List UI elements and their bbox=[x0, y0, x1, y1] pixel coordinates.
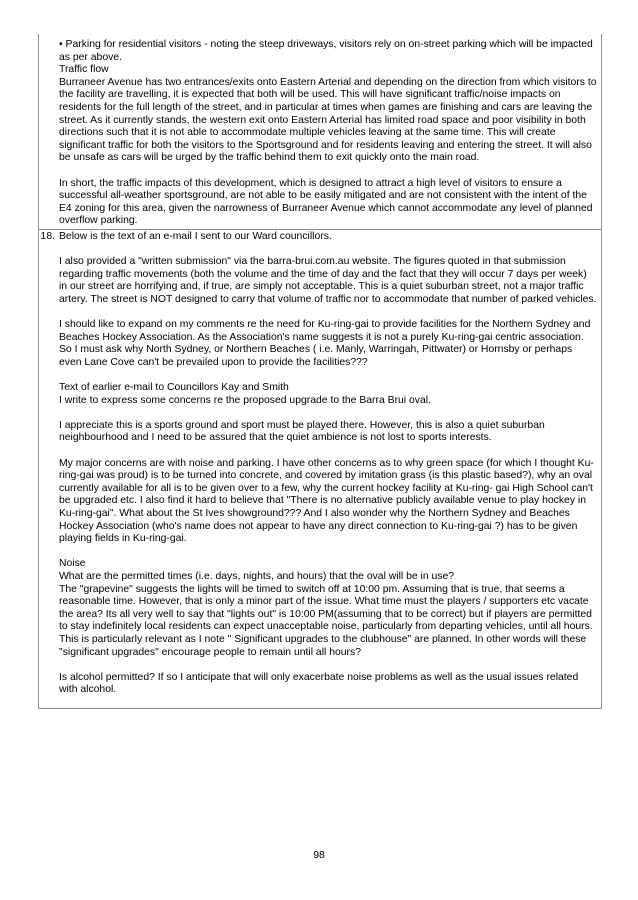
bullet-parking-visitors: • Parking for residential visitors - noting the steep driveways, visitors rely on on-street parking which will be impacted as per above. bbox=[59, 39, 593, 63]
submission-row-18 bbox=[39, 229, 601, 708]
submission-text-cell bbox=[59, 39, 601, 228]
row-number-cell bbox=[39, 39, 59, 228]
submission-text-cell bbox=[59, 231, 601, 697]
page-number: 98 bbox=[313, 850, 325, 861]
heading-traffic-flow: Traffic flow bbox=[59, 64, 109, 76]
heading-noise: Noise bbox=[59, 558, 86, 570]
paragraph-major-concerns: My major concerns are with noise and parking. I have other concerns as to why green space (for which I thought Ku-ring-gai was proud) is to be turned into concrete, and covered by imitation grass (is this plastic based?), why an oval currently available for all is to be given over to a few, why the current hockey facility at Ku-ring- gai High School can't be upgraded etc. I also find it hard to believe that "There is no alternative publicly available venue to play hockey in Ku-ring-gai". What about the St Ives showground??? And I also wonder why the Northern Sydney and Beaches Hockey Association (who's name does not appear to have any direct connection to Ku-ring-gai ?) has to be given playing fields in Ku-ring-gai. bbox=[59, 457, 594, 545]
paragraph-permitted-times: What are the permitted times (i.e. days, nights, and hours) that the oval will be in use? bbox=[59, 570, 455, 582]
paragraph-concerns-intro: I write to express some concerns re the proposed upgrade to the Barra Brui oval. bbox=[59, 394, 431, 406]
paragraph-hockey-association: I should like to expand on my comments re the need for Ku-ring-gai to provide facilities for the Northern Sydney and Beaches Hockey Association. As the Association's name suggests it is not a purely Ku-ring-gai centric association. So I must ask why North Sydney, or Northern Beaches ( i.e. Manly, Warringah, Pittwater) or Hornsby or perhaps even Lane Cove can't be prevailed upon to provide the facilities??? bbox=[59, 319, 591, 368]
paragraph-email-intro: Below is the text of an e-mail I sent to our Ward councillors. bbox=[59, 230, 332, 242]
submission-row-17 bbox=[39, 34, 601, 229]
paragraph-traffic-flow: Burraneer Avenue has two entrances/exits onto Eastern Arterial and depending on the direction from which visitors to the facility are travelling, it is expected that both will be used. This will have significant traffic/noise impacts on residents for the full length of the street, and in particular at times when games are finishing and cars are leaving the street. As it currently stands, the western exit onto Eastern Arterial has limited road space and poor visibility in both directions such that it is not able to accommodate multiple vehicles leaving at the same time. This will create significant traffic for both the visitors to the Sportsground and for residents leaving and entering the street. It will also be unsafe as cars will be urged by the traffic behind them to exit quickly onto the main road. bbox=[59, 76, 597, 164]
submissions-table bbox=[38, 34, 602, 709]
paragraph-quiet-ambience: I appreciate this is a sports ground and sport must be played there. However, this is also a quiet suburban neighbourhood and I need to be assured that the quiet ambience is not lost to sports interests. bbox=[59, 419, 545, 444]
row-number-cell: 18. bbox=[40, 230, 55, 242]
paragraph-traffic-summary: In short, the traffic impacts of this development, which is designed to attract a high level of visitors to ensure a successful all-weather sportsground, are not able to be easily mitigated and are not consistent with the intent of the E4 zoning for this area, given the narrowness of Burraneer Avenue which cannot accommodate any level of planned overflow parking. bbox=[59, 177, 593, 227]
paragraph-grapevine: The "grapevine" suggests the lights will be timed to switch off at 10:00 pm. Assuming that is true, that seems a reasonable time. However, that is only a minor part of the issue. What time must the players / supporters etc vacate the area? Its all very well to say that "lights out" is 10:00 PM(assuming that to be correct) but if players are permitted to stay indefinitely local residents can expect unacceptable noise, particularly from departing vehicles, until all hours. This is particularly relevant as I note " Significant upgrades to the clubhouse" are planned. In other words will these "significant upgrades" encourage people to remain until all hours? bbox=[59, 583, 593, 658]
paragraph-alcohol: Is alcohol permitted? If so I anticipate that will only exacerbate noise problems as well as the usual issues related with alcohol. bbox=[59, 671, 579, 696]
heading-earlier-email: Text of earlier e-mail to Councillors Kay and Smith bbox=[59, 382, 289, 394]
paragraph-written-submission: I also provided a "written submission" via the barra-brui.com.au website. The figures quoted in that submission regarding traffic movements (both the volume and the time of day and the fact that they will occur 7 days per week) in our street are horrifying and, if true, are simply not acceptable. This is a quiet suburban street, not a major traffic artery. The street is NOT designed to carry that volume of traffic nor to accommodate that number of parked vehicles. bbox=[59, 256, 597, 305]
